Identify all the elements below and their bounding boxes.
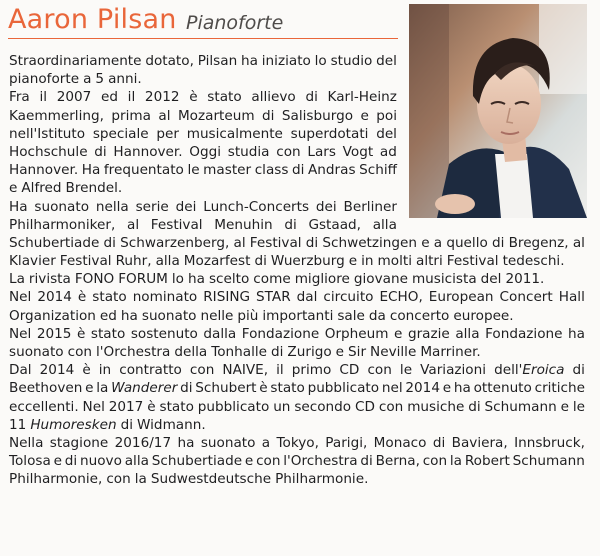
bio-line: Nel 2015 è stato sostenuto dalla Fondazione Orpheum e grazie alla Fondazione ha: [9, 325, 585, 342]
bio-line: eccellenti. Nel 2017 è stato pubblicato un secondo CD con musiche di Schumann e le: [9, 398, 585, 415]
bio-line: Dal 2014 è in contratto con NAIVE, il primo CD con le Variazioni dell'Eroica di: [9, 362, 585, 379]
bio-line: Organization ed ha suonato nelle più importanti sale da concerto europee.: [9, 307, 514, 324]
biography-text: [9, 52, 585, 489]
bio-line: Klavier Festival Ruhr, alla Mozarfest di Wuerzburg e in molti altri Festival tedeschi.: [9, 253, 565, 270]
bio-line: Kaemmerling, prima al Mozarteum di Salisburgo e poi: [9, 107, 397, 124]
bio-line: Philharmoniker, al Festival Menuhin di Gstaad, alla: [9, 216, 397, 233]
artist-instrument: Pianoforte: [186, 12, 284, 34]
bio-line: La rivista FONO FORUM lo ha scelto come migliore giovane musicista del 2011.: [9, 271, 545, 288]
bio-line: Nel 2014 è stato nominato RISING STAR dal circuito ECHO, European Concert Hall: [9, 289, 585, 306]
bio-line: suonato con l'Orchestra della Tonhalle di Zurigo e Sir Neville Marriner.: [9, 344, 481, 360]
bio-line: Hochschule di Hannover. Oggi studia con Lars Vogt ad: [9, 143, 397, 160]
bio-line: nell'Istituto speciale per musicalmente superdotati del: [9, 125, 397, 142]
bio-line: Philharmonie, con la Sudwestdeutsche Philharmonie.: [9, 471, 369, 488]
bio-line: e Alfred Brendel.: [9, 180, 123, 197]
bio-line: Fra il 2007 ed il 2012 è stato allievo di Karl-Heinz: [9, 89, 397, 106]
artist-name: Aaron Pilsan: [8, 4, 177, 35]
bio-line: Tolosa e di nuovo alla Schubertiade e con l'Orchestra di Berna, con la Robert Schumann: [9, 453, 585, 470]
bio-line: Ha suonato nella serie dei Lunch-Concerts dei Berliner: [9, 198, 397, 215]
bio-line: Straordinariamente dotato, Pilsan ha iniziato lo studio del: [9, 53, 397, 69]
header: [8, 4, 398, 39]
bio-line: Beethoven e la Wanderer di Schubert è stato pubblicato nel 2014 e ha ottenuto critiche: [9, 380, 585, 397]
bio-line: Schubertiade di Schwarzenberg, al Festival di Schwetzingen e a quello di Bregenz, al: [9, 234, 585, 251]
bio-line: pianoforte a 5 anni.: [9, 71, 142, 88]
bio-line: 11 Humoresken di Widmann.: [9, 416, 206, 433]
bio-line: Nella stagione 2016/17 ha suonato a Tokyo, Parigi, Monaco di Baviera, Innsbruck,: [9, 434, 585, 451]
bio-line: Hannover. Ha frequentato le master class di Andras Schiff: [9, 162, 397, 179]
